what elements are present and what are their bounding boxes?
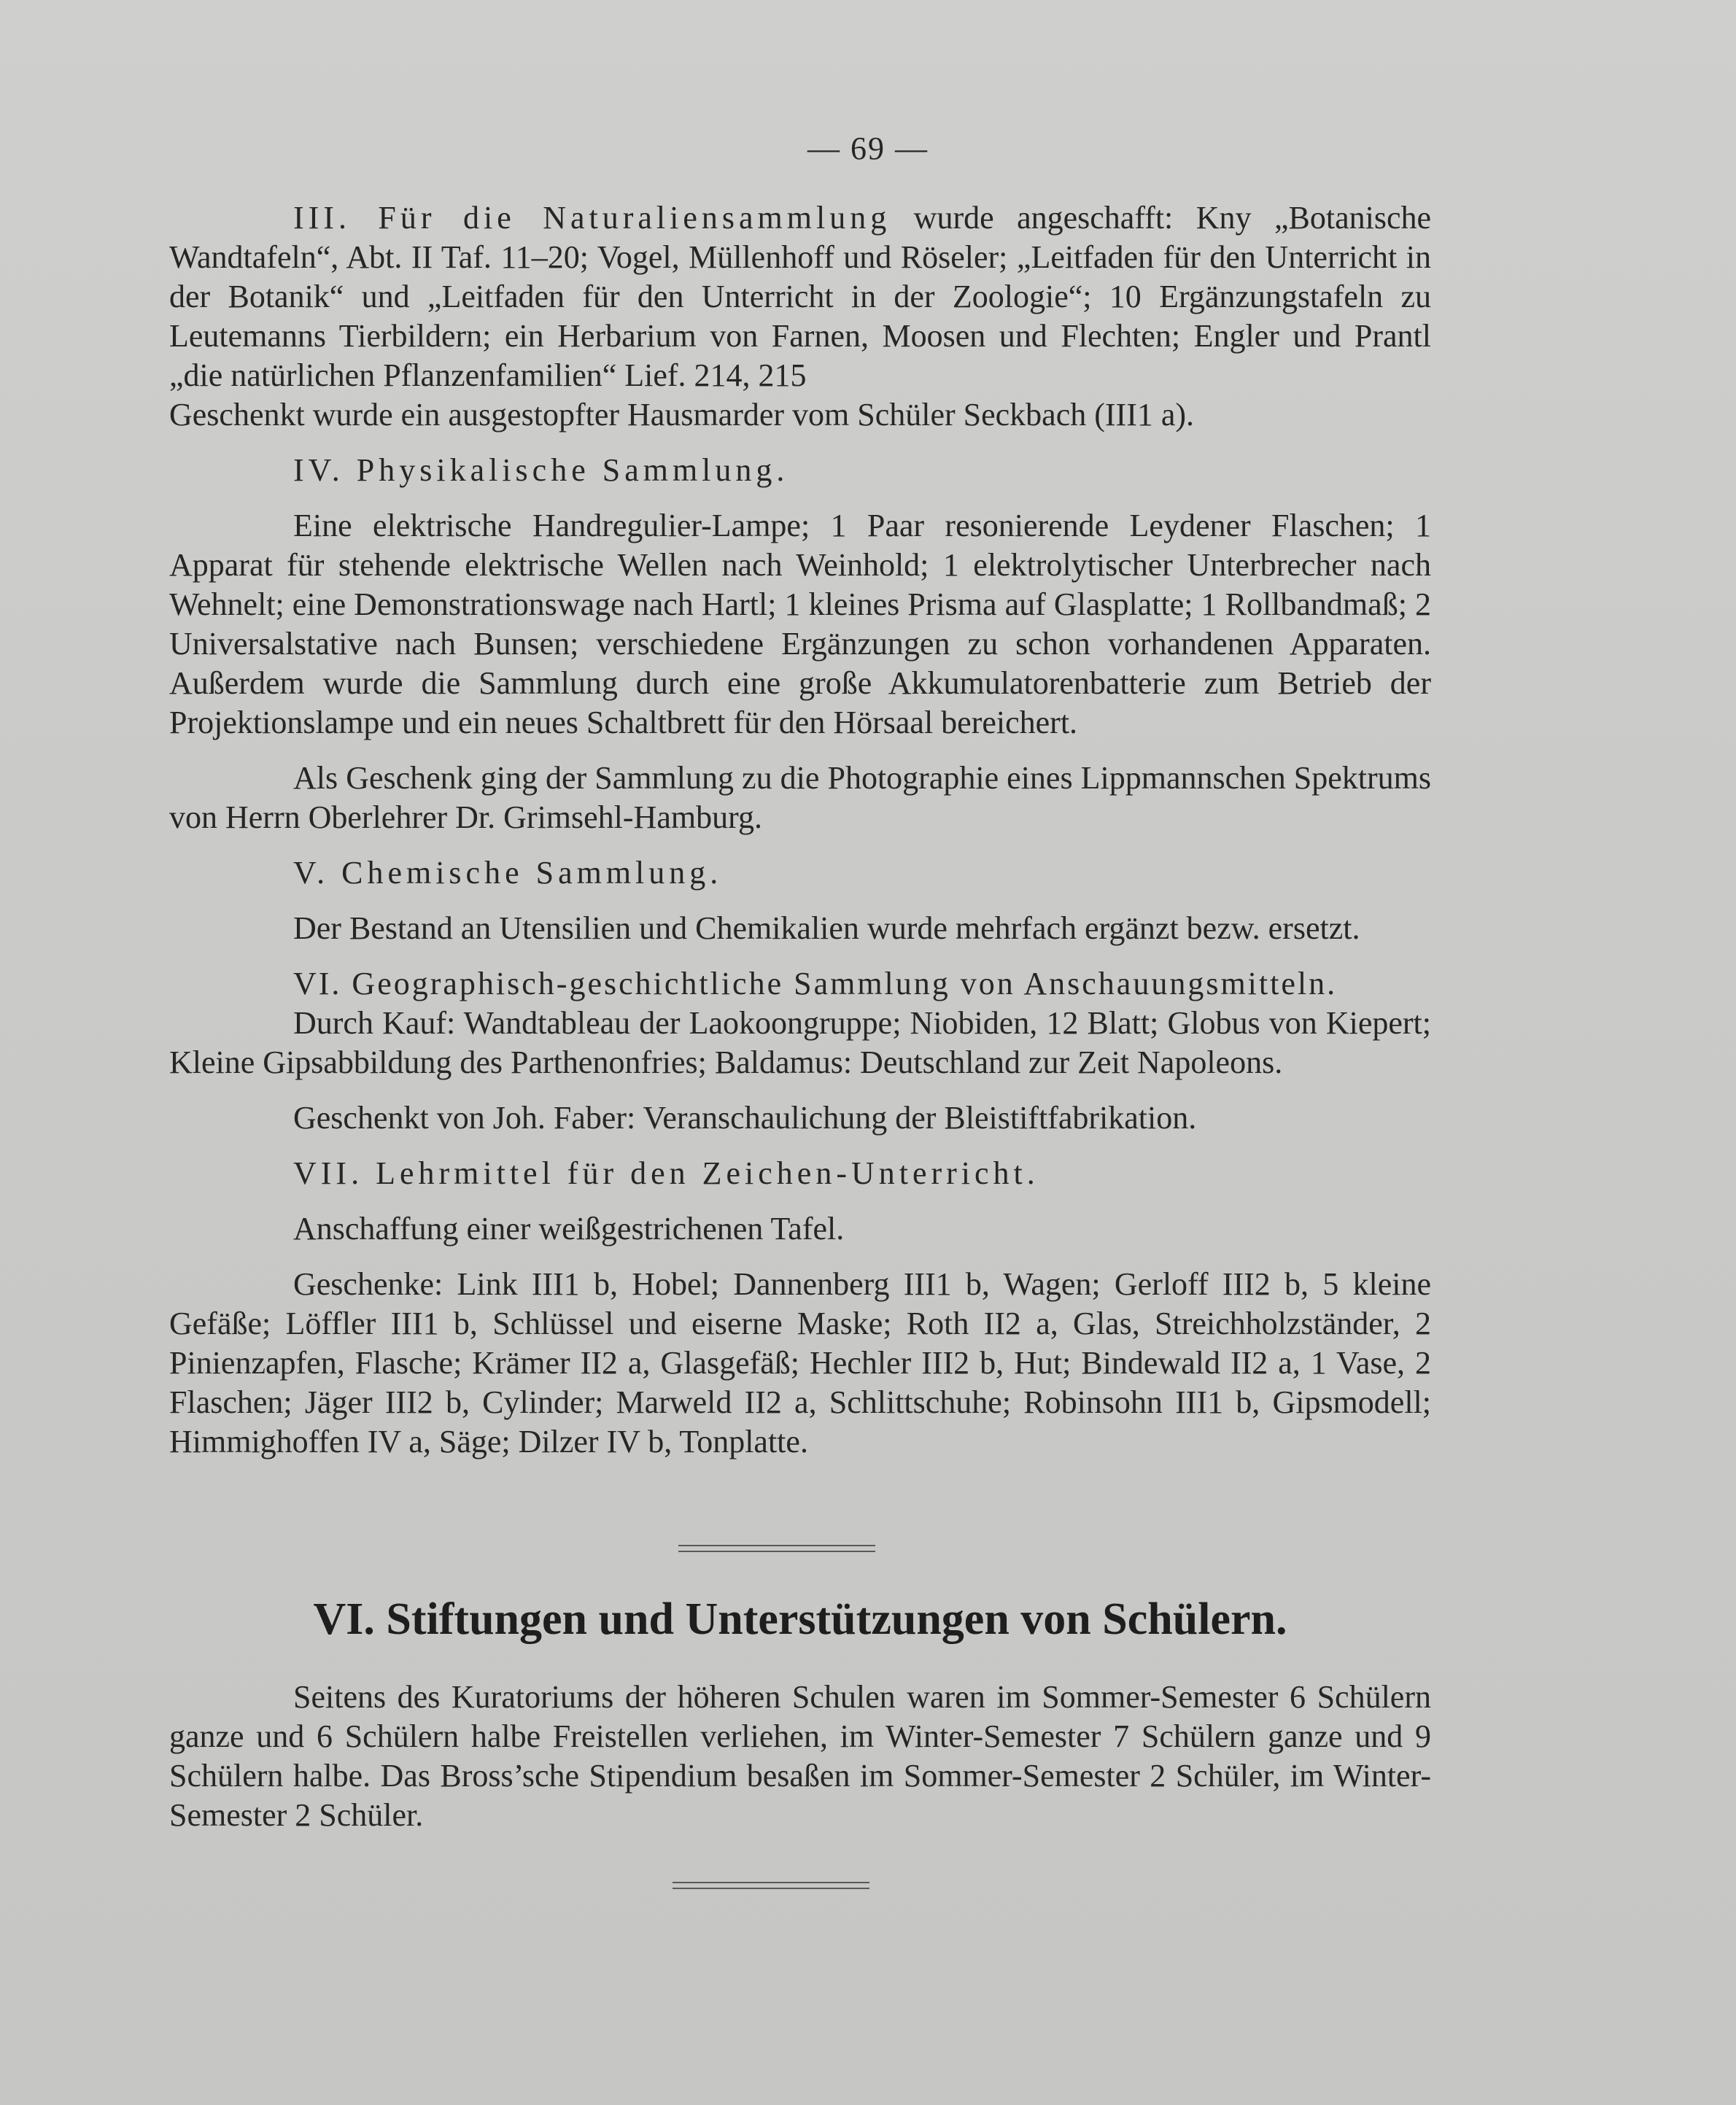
chapter-heading: VI. Stiftungen und Unterstützungen von Schülern. [313,1594,1287,1644]
chemistry-text: Der Bestand an Utensilien und Chemikalien wurde mehrfach ergänzt bezw. ersetzt. [293,910,1360,946]
page-number: — 69 — [807,131,929,166]
natural-history-gift: Geschenkt wurde ein ausgestopfter Hausmarder vom Schüler Seckbach (III1 a). [169,397,1195,433]
drawing-title: VII. Lehrmittel für den Zeichen-Unterricht. [293,1155,1039,1191]
chapter-body [169,1678,1431,1835]
physics-title: IV. Physikalische Sammlung. [293,452,789,488]
chapter-text: Seitens des Kuratoriums der höheren Schulen waren im Sommer-Semester 6 Schülern ganze und 6 Schülern halbe Freistellen verliehen, im Winter-Semester 7 Schülern ganze und 9 Schülern halbe. Das Bross’sche Stipendium besaßen im Sommer-Semester 2 Schüler, im Winter-Semester 2 Schüler. [169,1679,1431,1833]
geography-gift-text: Geschenkt von Joh. Faber: Veranschaulichung der Bleistiftfabrikation. [293,1100,1197,1136]
physics-gift-text: Als Geschenk ging der Sammlung zu die Photographie eines Lippmannschen Spektrums von Herrn Oberlehrer Dr. Grimsehl-Hamburg. [169,760,1431,835]
geography-title: VI. Geographisch-geschichtliche Sammlung von Anschauungsmitteln. [293,966,1338,1001]
natural-history-title: III. Für die Naturaliensammlung [293,200,891,236]
divider-rule-bottom [673,1882,869,1883]
chemistry-title: V. Chemische Sammlung. [293,855,723,891]
natural-history-text: wurde angeschafft: Kny „Botanische Wandtafeln“, Abt. II Taf. 11–20; Vogel, Müllenhoff und Röseler; „Leitfaden für den Unterricht in der Botanik“ und „Leitfaden für den Unterricht in der Zoologie“; 10 Ergänzungstafeln zu Leutemanns Tierbildern; ein Herbarium von Farnen, Moosen und Flechten; Engler und Prantl „die natürlichen Pflanzenfamilien“ Lief. 214, 215 [169,200,1431,393]
natural-history-paragraph [169,198,1431,395]
physics-text: Eine elektrische Handregulier-Lampe; 1 Paar resonierende Leydener Flaschen; 1 Apparat für stehende elektrische Wellen nach Weinhold; 1 elektrolytischer Unterbrecher nach Wehnelt; eine Demonstrationswage nach Hartl; 1 kleines Prisma auf Glasplatte; 1 Rollbandmaß; 2 Universalstative nach Bunsen; verschiedene Ergänzungen zu schon vorhandenen Apparaten. Außerdem wurde die Sammlung durch eine große Akkumulatorenbatterie zum Betrieb der Projektionslampe und ein neues Schaltbrett für den Hörsaal bereichert. [169,508,1431,740]
divider-rule-top [678,1545,875,1546]
drawing-text: Anschaffung einer weißgestrichenen Tafel. [293,1211,845,1247]
drawing-gifts-text: Geschenke: Link III1 b, Hobel; Dannenberg III1 b, Wagen; Gerloff III2 b, 5 kleine Gefäße; Löffler III1 b, Schlüssel und eiserne Maske; Roth II2 a, Glas, Streichholzständer, 2 Pinienzapfen, Flasche; Krämer II2 a, Glasgefäß; Hechler III2 b, Hut; Bindewald II2 a, 1 Vase, 2 Flaschen; Jäger III2 b, Cylinder; Marweld II2 a, Schlittschuhe; Robinsohn III1 b, Gipsmodell; Himmighoffen IV a, Säge; Dilzer IV b, Tonplatte. [169,1266,1431,1459]
geography-text: Durch Kauf: Wandtableau der Laokoongruppe; Niobiden, 12 Blatt; Globus von Kiepert; Kleine Gipsabbildung des Parthenonfries; Baldamus: Deutschland zur Zeit Napoleons. [169,1005,1431,1080]
collections-section [169,198,1431,1462]
